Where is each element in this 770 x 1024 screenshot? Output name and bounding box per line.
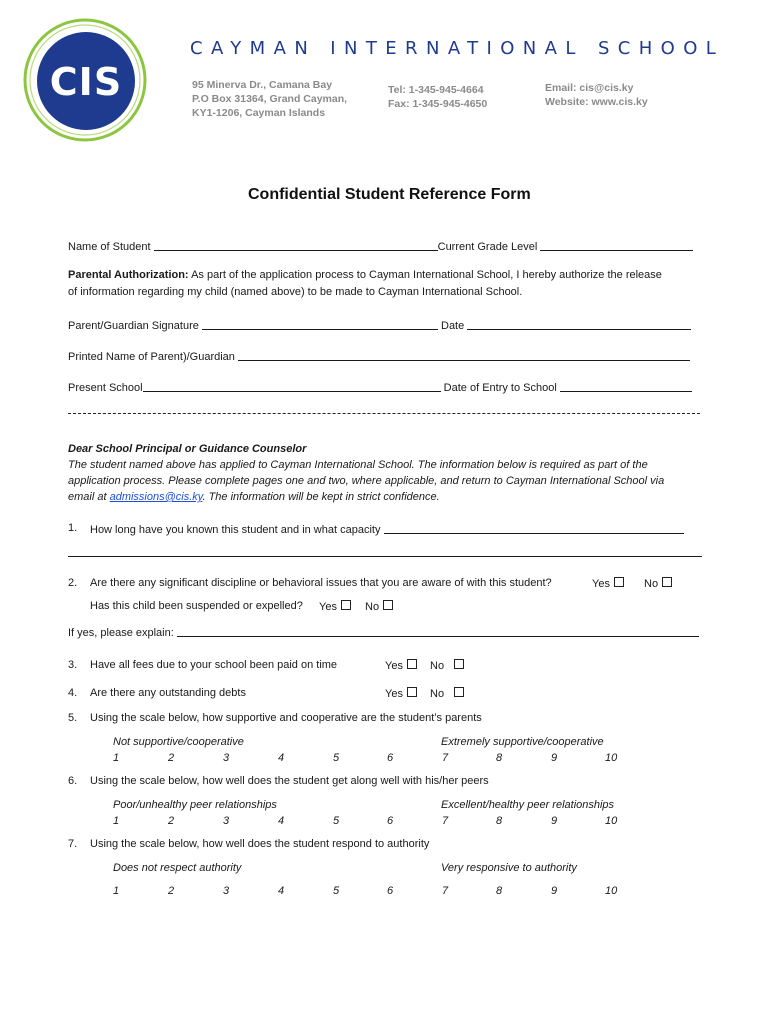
- name-label: Name of Student: [68, 241, 151, 253]
- q5-scale-option-3[interactable]: 3: [223, 752, 230, 764]
- q4-text: Are there any outstanding debts: [90, 687, 246, 699]
- if-yes-label: If yes, please explain:: [68, 627, 174, 639]
- q6-low-label: Poor/unhealthy peer relationships: [113, 799, 277, 811]
- q5-text: Using the scale below, how supportive and cooperative are the student’s parents: [90, 712, 482, 724]
- q7-scale-option-6[interactable]: 6: [387, 885, 394, 897]
- q2-no-label: No: [644, 578, 659, 590]
- q5-low-label: Not supportive/cooperative: [113, 736, 244, 748]
- salutation: Dear School Principal or Guidance Counselor: [68, 443, 307, 455]
- q6-scale-option-3[interactable]: 3: [223, 815, 230, 827]
- q2sub-no-option[interactable]: [365, 600, 393, 613]
- printed-name-label: Printed Name of Parent)/Guardian: [68, 351, 235, 363]
- q6-scale-option-9[interactable]: 9: [551, 815, 558, 827]
- signature-field[interactable]: [202, 318, 438, 330]
- q2-number: 2.: [68, 577, 78, 589]
- printed-name-field[interactable]: [238, 349, 690, 361]
- q5-high-label: Extremely supportive/cooperative: [441, 736, 604, 748]
- letter-email-post: . The information will be kept in strict confidence.: [202, 491, 440, 503]
- q2-yes-label: Yes: [592, 578, 610, 590]
- q7-high-label: Very responsive to authority: [441, 862, 577, 874]
- cis-logo: [22, 17, 148, 143]
- grade-field[interactable]: [540, 239, 693, 251]
- letter-line-1: The student named above has applied to Cayman International School. The information below is required as part of the: [68, 459, 648, 471]
- q7-scale-option-5[interactable]: 5: [333, 885, 340, 897]
- q3-no-label: No: [430, 660, 445, 672]
- q3-no-checkbox[interactable]: [454, 659, 464, 669]
- q2-text: Are there any significant discipline or behavioral issues that you are aware of with this student?: [90, 577, 552, 589]
- q5-scale-option-9[interactable]: 9: [551, 752, 558, 764]
- date-field[interactable]: [467, 318, 691, 330]
- q7-scale-option-2[interactable]: 2: [168, 885, 175, 897]
- q5-number: 5.: [68, 712, 78, 724]
- q6-scale-option-8[interactable]: 8: [496, 815, 503, 827]
- school-email: Email: cis@cis.ky Website: www.cis.ky: [545, 82, 648, 108]
- q7-scale-option-8[interactable]: 8: [496, 885, 503, 897]
- q5-scale-option-5[interactable]: 5: [333, 752, 340, 764]
- q7-scale-option-4[interactable]: 4: [278, 885, 285, 897]
- q4-yes-option[interactable]: [385, 687, 417, 700]
- q2-yes-option[interactable]: [592, 577, 624, 590]
- signature-row: [68, 318, 691, 332]
- present-school-label: Present School: [68, 382, 143, 394]
- q7-scale-option-1[interactable]: 1: [113, 885, 120, 897]
- q2sub-yes-label: Yes: [319, 601, 337, 613]
- parental-auth-line2: of information regarding my child (named above) to be made to Cayman International School.: [68, 286, 523, 298]
- q6-number: 6.: [68, 775, 78, 787]
- letter-line-3: [68, 491, 440, 503]
- q5-scale-option-10[interactable]: 10: [605, 752, 618, 764]
- signature-label: Parent/Guardian Signature: [68, 320, 199, 332]
- q3-yes-checkbox[interactable]: [407, 659, 417, 669]
- q5-scale-option-6[interactable]: 6: [387, 752, 394, 764]
- q6-scale-option-5[interactable]: 5: [333, 815, 340, 827]
- q7-scale-option-9[interactable]: 9: [551, 885, 558, 897]
- school-address: 95 Minerva Dr., Camana Bay P.O Box 31364, Grand Cayman, KY1-1206, Cayman Islands: [192, 79, 348, 119]
- q2sub-yes-checkbox[interactable]: [341, 600, 351, 610]
- section-divider: [68, 413, 700, 414]
- q4-no-label: No: [430, 688, 445, 700]
- printed-name-row: [68, 349, 690, 363]
- q2-no-option[interactable]: [644, 577, 672, 590]
- q3-number: 3.: [68, 659, 78, 671]
- if-yes-field[interactable]: [177, 625, 699, 637]
- q2-yes-checkbox[interactable]: [614, 577, 624, 587]
- q2sub-yes-option[interactable]: [319, 600, 351, 613]
- q1-field[interactable]: [384, 522, 684, 534]
- q6-scale-option-6[interactable]: 6: [387, 815, 394, 827]
- parental-auth-text: As part of the application process to Cayman International School, I hereby authorize the release: [191, 269, 662, 281]
- q3-yes-option[interactable]: [385, 659, 417, 672]
- q3-yes-label: Yes: [385, 660, 403, 672]
- if-yes-row: [68, 625, 699, 639]
- q5-scale-option-1[interactable]: 1: [113, 752, 120, 764]
- q1-text: How long have you known this student and in what capacity: [90, 524, 381, 536]
- admissions-email-link[interactable]: admissions@cis.ky: [109, 491, 203, 503]
- date-label: Date: [441, 320, 465, 332]
- q7-low-label: Does not respect authority: [113, 862, 242, 874]
- page-title: Confidential Student Reference Form: [248, 186, 531, 203]
- q1-field-line2[interactable]: [68, 556, 702, 557]
- q2-no-checkbox[interactable]: [662, 577, 672, 587]
- q2sub-no-label: No: [365, 601, 380, 613]
- school-phone: Tel: 1-345-945-4664 Fax: 1-345-945-4650: [388, 84, 488, 110]
- logo-text: CIS: [49, 60, 123, 104]
- q4-yes-checkbox[interactable]: [407, 687, 417, 697]
- q7-text: Using the scale below, how well does the student respond to authority: [90, 838, 430, 850]
- q1-row: [90, 522, 684, 536]
- q1-number: 1.: [68, 522, 78, 534]
- q7-number: 7.: [68, 838, 78, 850]
- name-of-student-row: [68, 239, 693, 253]
- q6-scale-option-10[interactable]: 10: [605, 815, 618, 827]
- q3-text: Have all fees due to your school been paid on time: [90, 659, 338, 671]
- q6-scale-option-2[interactable]: 2: [168, 815, 175, 827]
- q4-no-checkbox[interactable]: [454, 687, 464, 697]
- present-school-field[interactable]: [143, 380, 441, 392]
- q5-scale-option-2[interactable]: 2: [168, 752, 175, 764]
- q6-scale-option-7[interactable]: 7: [442, 815, 449, 827]
- q2-sub-text: Has this child been suspended or expelled?: [90, 600, 303, 612]
- present-school-row: [68, 380, 692, 394]
- grade-label: Current Grade Level: [437, 241, 538, 253]
- q4-number: 4.: [68, 687, 78, 699]
- parental-auth-line1: [68, 269, 662, 281]
- letter-line-2: application process. Please complete pages one and two, where applicable, and return to Cayman International School via: [68, 475, 665, 487]
- q5-scale-option-7[interactable]: 7: [442, 752, 449, 764]
- q6-text: Using the scale below, how well does the student get along well with his/her peers: [90, 775, 489, 787]
- q2sub-no-checkbox[interactable]: [383, 600, 393, 610]
- school-name: CAYMAN INTERNATIONAL SCHOOL: [190, 38, 725, 59]
- q7-scale-option-3[interactable]: 3: [223, 885, 230, 897]
- q4-yes-label: Yes: [385, 688, 403, 700]
- q5-scale-option-8[interactable]: 8: [496, 752, 503, 764]
- name-field[interactable]: [154, 239, 438, 251]
- q7-scale-option-10[interactable]: 10: [605, 885, 618, 897]
- q4-no-option[interactable]: [430, 687, 464, 700]
- q6-scale-option-4[interactable]: 4: [278, 815, 285, 827]
- parental-auth-label: Parental Authorization:: [68, 269, 189, 281]
- letter-email-pre: email at: [68, 491, 107, 503]
- q6-high-label: Excellent/healthy peer relationships: [441, 799, 615, 811]
- date-entry-label: Date of Entry to School: [443, 382, 557, 394]
- q7-scale-option-7[interactable]: 7: [442, 885, 449, 897]
- date-entry-field[interactable]: [560, 380, 692, 392]
- q6-scale-option-1[interactable]: 1: [113, 815, 120, 827]
- q5-scale-option-4[interactable]: 4: [278, 752, 285, 764]
- q3-no-option[interactable]: [430, 659, 464, 672]
